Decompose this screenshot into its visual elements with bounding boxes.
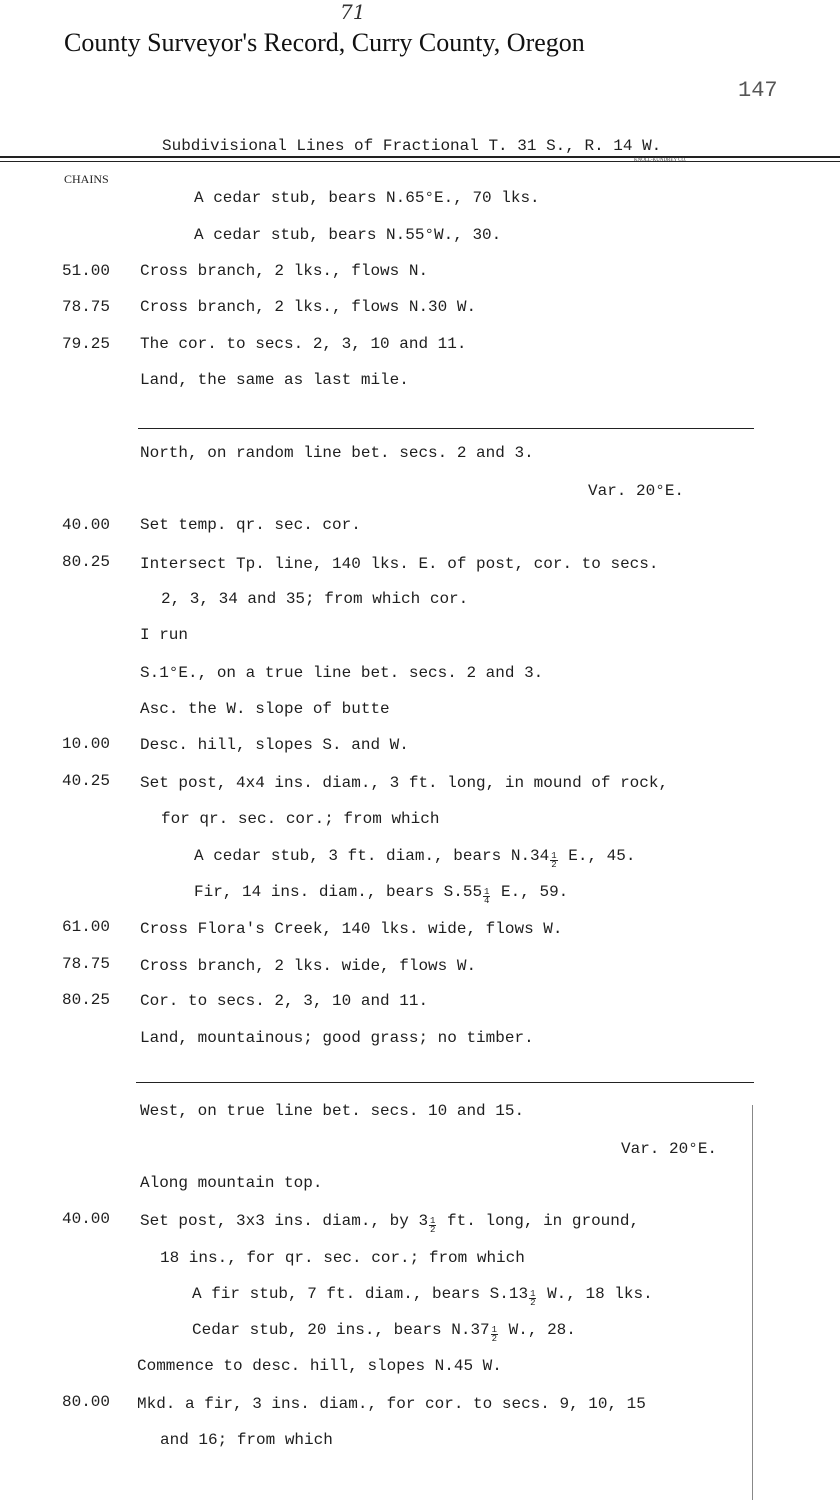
entry-text: Cor. to secs. 2, 3, 10 and 11. (140, 992, 429, 1010)
chain-value: 61.00 (62, 918, 111, 936)
entry-text: Fir, 14 ins. diam., bears S.55 $\frac{1}{4}$ E., 59. (194, 883, 569, 906)
chain-value: 78.75 (62, 955, 111, 973)
chain-value: 40.00 (62, 1210, 111, 1228)
chains-column-label: CHAINS (64, 172, 109, 186)
entry-text: Cross Flora's Creek, 140 lks. wide, flows W. (140, 920, 563, 938)
section-divider (138, 428, 754, 429)
chain-value: 80.25 (62, 553, 111, 571)
header-rule-bottom (0, 161, 840, 162)
entry-text: Asc. the W. slope of butte (140, 700, 390, 718)
section-divider (136, 1082, 754, 1083)
chain-value: 80.25 (62, 991, 111, 1009)
entry-text: Cross branch, 2 lks. wide, flows W. (140, 957, 477, 975)
line-heading: North, on random line bet. secs. 2 and 3. (140, 444, 534, 462)
page-subtitle: Subdivisional Lines of Fractional T. 31 S., R. 14 W. (162, 137, 662, 155)
page-number: 147 (738, 78, 778, 103)
entry-text: Land, the same as last mile. (140, 371, 409, 389)
entry-text: Set post, 4x4 ins. diam., 3 ft. long, in mound of rock, (140, 774, 669, 792)
entry-text: A cedar stub, 3 ft. diam., bears N.34 $\frac{1}{2}$ E., 45. (194, 847, 636, 870)
margin-line (752, 1105, 753, 1500)
entry-text: The cor. to secs. 2, 3, 10 and 11. (140, 335, 467, 353)
chain-value: 40.00 (62, 516, 111, 534)
entry-text: Set post, 3x3 ins. diam., by 3 $\frac{1}{2}$ ft. long, in ground, (140, 1212, 640, 1235)
entry-text: Land, mountainous; good grass; no timber. (140, 1029, 534, 1047)
line-heading: West, on true line bet. secs. 10 and 15. (140, 1102, 525, 1120)
entry-text: I run (140, 626, 189, 644)
entry-text: Cross branch, 2 lks., flows N. (140, 262, 429, 280)
entry-text: Commence to desc. hill, slopes N.45 W. (137, 1357, 502, 1375)
entry-text: for qr. sec. cor.; from which (161, 810, 440, 828)
entry-text: Mkd. a fir, 3 ins. diam., for cor. to secs. 9, 10, 15 (137, 1395, 646, 1413)
variation-note: Var. 20°E. (588, 482, 685, 500)
entry-text: Along mountain top. (140, 1174, 323, 1192)
entry-text: and 16; from which (160, 1431, 333, 1449)
entry-text: Cross branch, 2 lks., flows N.30 W. (140, 298, 477, 316)
chain-value: 10.00 (62, 735, 111, 753)
entry-text: Intersect Tp. line, 140 lks. E. of post, cor. to secs. (140, 555, 659, 573)
entry-text: A fir stub, 7 ft. diam., bears S.13 $\frac{1}{2}$ W., 18 lks. (192, 1285, 653, 1308)
chain-value: 40.25 (62, 772, 111, 790)
entry-text: A cedar stub, bears N.65°E., 70 lks. (194, 189, 540, 207)
chain-value: 80.00 (62, 1393, 111, 1411)
page-title: County Surveyor's Record, Curry County, Oregon (64, 28, 585, 57)
entry-text: 2, 3, 34 and 35; from which cor. (161, 590, 469, 608)
printer-imprint: KNOLL-KUNDREY CO. (634, 158, 687, 163)
variation-note: Var. 20°E. (621, 1140, 718, 1158)
chain-value: 79.25 (62, 335, 111, 353)
entry-text: A cedar stub, bears N.55°W., 30. (194, 226, 502, 244)
entry-text: Desc. hill, slopes S. and W. (140, 736, 409, 754)
entry-text: Cedar stub, 20 ins., bears N.37 $\frac{1}{2}$ W., 28. (192, 1321, 576, 1344)
header-rule-top (0, 156, 840, 158)
folio-mark: 71 (340, 0, 366, 24)
entry-text: S.1°E., on a true line bet. secs. 2 and 3. (140, 664, 544, 682)
entry-text: Set temp. qr. sec. cor. (140, 516, 361, 534)
entry-text: 18 ins., for qr. sec. cor.; from which (160, 1249, 525, 1267)
chain-value: 78.75 (62, 298, 111, 316)
chain-value: 51.00 (62, 262, 111, 280)
